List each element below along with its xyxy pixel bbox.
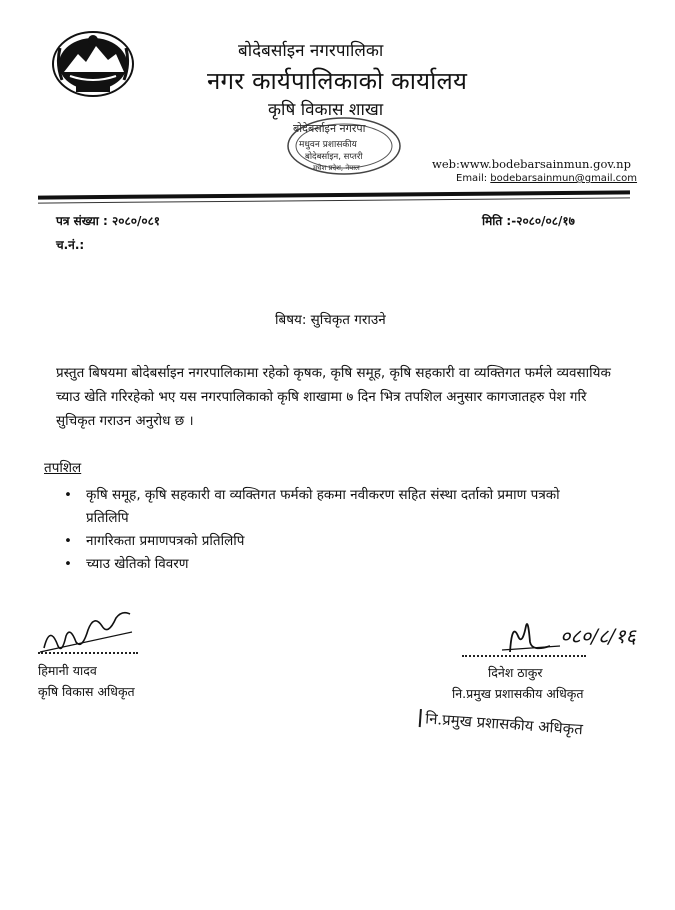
municipality-name: बोदेबर्साइन नगरपालिका: [238, 41, 384, 61]
reference-value: २०८०/०८१: [111, 214, 161, 228]
date-value: २०८०/०८/१७: [516, 214, 575, 228]
designation-stamp-text: नि.प्रमुख प्रशासकीय अधिकृत: [419, 709, 584, 738]
annex-heading: तपशिल: [44, 460, 82, 476]
office-seal: [285, 115, 403, 177]
letter-body: प्रस्तुत बिषयमा बोदेबर्साइन नगरपालिकामा रहेको कृषक, कृषि समूह, कृषि सहकारी वा व्यक्तिगत फर्मले व्यवसायिक च्याउ खेति गरिरहेको भए यस नगरपालिकाको कृषि शाखामा ७ दिन भित्र तपशिल अनुसार कागजातहरु पेश गरि सुचिकृत गराउन अनुरोध छ ।: [56, 365, 611, 429]
date-label: मिति :-: [482, 214, 517, 228]
left-signatory-name: हिमानी यादव: [38, 663, 97, 678]
list-item-text: च्याउ खेतिको विवरण: [86, 556, 189, 572]
list-item: • च्याउ खेतिको विवरण: [64, 556, 189, 572]
municipality-emblem: [50, 28, 136, 98]
seal-line-4: मधेश प्रदेश, नेपाल: [313, 164, 360, 172]
website-link[interactable]: web:www.bodebarsainmun.gov.np: [432, 157, 631, 171]
list-item: • नागरिकता प्रमाणपत्रको प्रतिलिपि: [64, 533, 245, 549]
handwritten-date: ०८०/८/१६: [560, 624, 636, 648]
list-item: • कृषि समूह, कृषि सहकारी वा व्यक्तिगत फर्मको हकमा नवीकरण सहित संस्था दर्ताको प्रमाण पत्रको प्रतिलिपि: [64, 487, 560, 526]
list-item-text: नागरिकता प्रमाणपत्रको प्रतिलिपि: [86, 533, 245, 549]
seal-line-2: मधुवन प्रशासकीय: [299, 140, 357, 150]
right-signatory-title: नि.प्रमुख प्रशासकीय अधिकृत: [452, 686, 584, 701]
office-name: नगर कार्यपालिकाको कार्यालय: [207, 67, 468, 95]
email-label: Email:: [456, 173, 491, 184]
letter-date: [482, 212, 575, 229]
email-line: [456, 173, 637, 184]
right-signature-line: [462, 655, 586, 657]
reference-number: [56, 212, 160, 229]
letter-subject: बिषय: सुचिकृत गराउने: [275, 312, 386, 328]
email-link[interactable]: bodebarsainmun@gmail.com: [490, 173, 638, 184]
annex-list: [60, 484, 580, 576]
list-item-text: कृषि समूह, कृषि सहकारी वा व्यक्तिगत फर्मको हकमा नवीकरण सहित संस्था दर्ताको प्रमाण पत्रको प्रतिलिपि: [86, 487, 560, 526]
left-signatory-title: कृषि विकास अधिकृत: [38, 684, 135, 699]
seal-line-3: बोदेबर्साइन, सप्तरी: [305, 152, 363, 162]
dispatch-number-label: च.नं.:: [56, 238, 85, 252]
right-signature: [500, 612, 665, 660]
designation-stamp: [419, 708, 584, 739]
left-signature-line: [38, 652, 138, 654]
seal-line-1: बोदेबर्साइन नगरपा: [293, 122, 366, 135]
reference-label: पत्र संख्या :: [56, 214, 108, 228]
right-signatory-name: दिनेश ठाकुर: [488, 665, 543, 680]
section-name: कृषि विकास शाखा: [268, 100, 384, 120]
